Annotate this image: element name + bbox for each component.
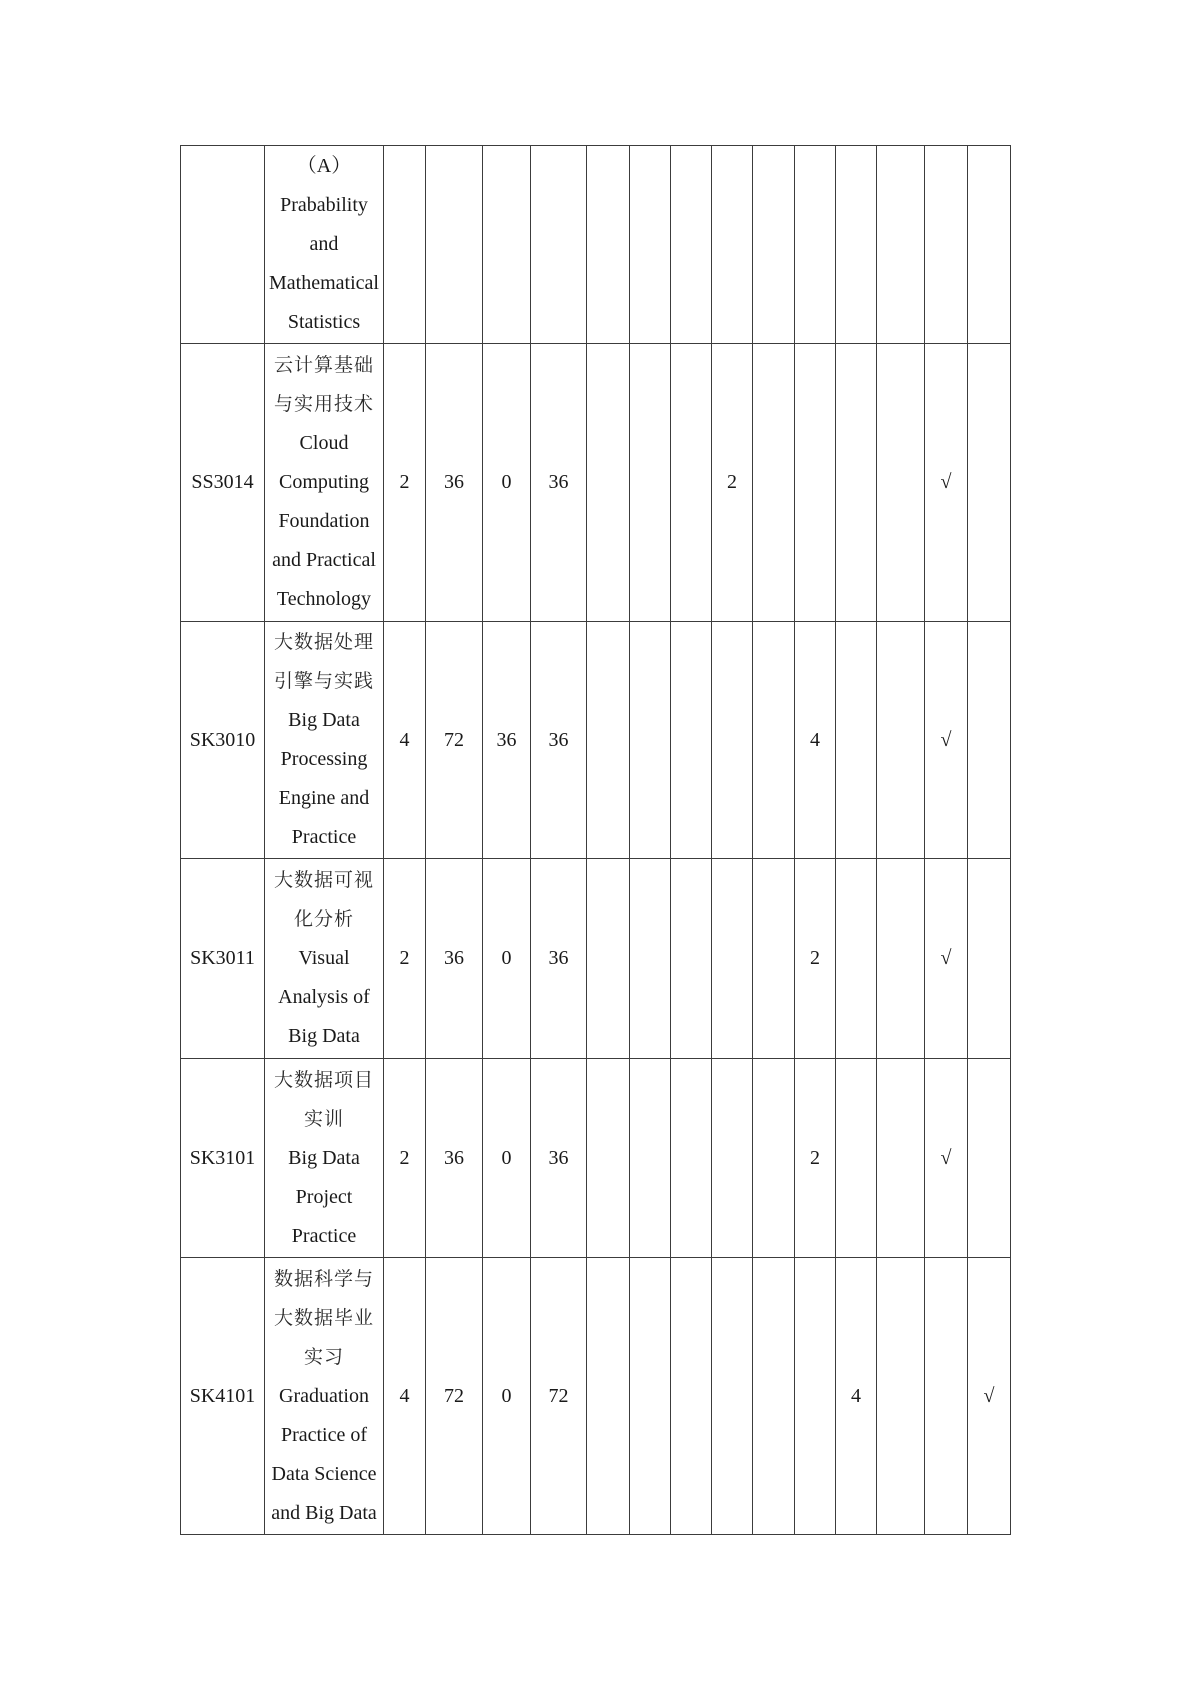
semester-hours-cell	[753, 1258, 795, 1535]
course-name-cell	[265, 622, 384, 859]
check-mark-cell: √	[925, 622, 968, 859]
course-name-line: and Big Data	[271, 1501, 377, 1524]
check-mark-cell: √	[925, 1059, 968, 1258]
semester-hours-cell: 4	[836, 1258, 877, 1535]
course-code-cell: SK3101	[181, 1059, 265, 1258]
course-name-line: Statistics	[287, 311, 361, 333]
semester-hours-cell	[712, 1258, 753, 1535]
table-row	[181, 622, 1011, 859]
semester-hours-cell	[671, 622, 712, 859]
theory-hours-cell: 72	[531, 1258, 587, 1535]
theory-hours-cell: 36	[531, 859, 587, 1059]
semester-hours-cell	[587, 146, 630, 344]
semester-hours-cell	[587, 622, 630, 859]
credits-cell: 2	[384, 344, 426, 622]
practice-hours-cell: 0	[483, 1059, 531, 1258]
practice-hours-cell: 36	[483, 622, 531, 859]
course-name-line: 实习	[303, 1345, 344, 1368]
semester-hours-cell: 2	[795, 1059, 836, 1258]
semester-hours-cell	[795, 1258, 836, 1535]
course-name-line: Analysis of	[278, 986, 370, 1008]
total-hours-cell	[426, 146, 483, 344]
course-name-line: Big Data	[288, 1146, 360, 1169]
semester-hours-cell	[753, 859, 795, 1059]
course-name-line: 大数据处理	[273, 631, 374, 653]
semester-hours-cell	[712, 146, 753, 344]
course-name-line: 数据科学与	[273, 1267, 374, 1290]
semester-hours-cell	[671, 1258, 712, 1535]
practice-hours-cell	[483, 146, 531, 344]
theory-hours-cell: 36	[531, 1059, 587, 1258]
course-name-line: 大数据可视	[273, 869, 374, 891]
course-name-line: （A）	[296, 155, 352, 177]
total-hours-cell: 72	[426, 1258, 483, 1535]
semester-hours-cell	[753, 622, 795, 859]
course-name-cell	[265, 1258, 384, 1535]
check-mark-cell	[968, 622, 1011, 859]
semester-hours-cell	[587, 1258, 630, 1535]
semester-hours-cell	[753, 146, 795, 344]
total-hours-cell: 36	[426, 344, 483, 622]
course-code-cell: SK3010	[181, 622, 265, 859]
check-mark-cell	[925, 146, 968, 344]
credits-cell: 2	[384, 859, 426, 1059]
credits-cell	[384, 146, 426, 344]
semester-hours-cell	[712, 622, 753, 859]
total-hours-cell: 36	[426, 859, 483, 1059]
course-name-line: Computing	[278, 471, 369, 493]
semester-hours-cell	[877, 344, 925, 622]
check-mark-cell	[925, 1258, 968, 1535]
course-name-line: and	[309, 233, 339, 255]
practice-hours-cell: 0	[483, 1258, 531, 1535]
course-name-line: 大数据项目	[273, 1068, 374, 1091]
course-name-line: 大数据毕业	[273, 1306, 374, 1329]
table-row	[181, 146, 1011, 344]
credits-cell: 4	[384, 622, 426, 859]
course-name-line: Big Data	[288, 709, 360, 731]
check-mark-cell	[968, 1059, 1011, 1258]
semester-hours-cell	[671, 344, 712, 622]
semester-hours-cell	[630, 622, 671, 859]
course-name-line: Technology	[276, 588, 372, 610]
course-name-cell	[265, 146, 384, 344]
practice-hours-cell: 0	[483, 859, 531, 1059]
total-hours-cell: 36	[426, 1059, 483, 1258]
course-name-line: Practice	[291, 1224, 357, 1247]
semester-hours-cell	[671, 1059, 712, 1258]
semester-hours-cell	[587, 344, 630, 622]
semester-hours-cell	[877, 859, 925, 1059]
theory-hours-cell: 36	[531, 344, 587, 622]
course-name-cell	[265, 344, 384, 622]
course-name-line: Foundation	[278, 510, 370, 532]
semester-hours-cell	[836, 344, 877, 622]
course-name-cell	[265, 859, 384, 1059]
semester-hours-cell	[587, 1059, 630, 1258]
semester-hours-cell	[877, 622, 925, 859]
semester-hours-cell	[753, 1059, 795, 1258]
table-body	[181, 146, 1011, 1535]
theory-hours-cell: 36	[531, 622, 587, 859]
course-name-line: Data Science	[271, 1462, 377, 1485]
semester-hours-cell	[836, 622, 877, 859]
course-name-line: Project	[295, 1185, 353, 1208]
course-code-cell: SK4101	[181, 1258, 265, 1535]
course-name-line: Mathematical	[269, 272, 379, 294]
course-name-line: Visual	[298, 947, 350, 969]
table-row	[181, 344, 1011, 622]
check-mark-cell	[968, 146, 1011, 344]
semester-hours-cell	[630, 1059, 671, 1258]
semester-hours-cell	[671, 146, 712, 344]
semester-hours-cell	[795, 344, 836, 622]
course-name-line: Practice	[291, 826, 357, 848]
total-hours-cell: 72	[426, 622, 483, 859]
course-name-line: Big Data	[288, 1025, 360, 1047]
semester-hours-cell	[836, 1059, 877, 1258]
check-mark-cell: √	[925, 859, 968, 1059]
semester-hours-cell: 2	[795, 859, 836, 1059]
course-code-cell: SS3014	[181, 344, 265, 622]
table-row	[181, 859, 1011, 1059]
semester-hours-cell	[795, 146, 836, 344]
credits-cell: 4	[384, 1258, 426, 1535]
semester-hours-cell: 2	[712, 344, 753, 622]
course-name-line: 实训	[303, 1107, 344, 1130]
check-mark-cell: √	[925, 344, 968, 622]
check-mark-cell	[968, 859, 1011, 1059]
course-name-line: Engine and	[278, 787, 370, 809]
course-name-line: 引擎与实践	[273, 670, 374, 692]
theory-hours-cell	[531, 146, 587, 344]
semester-hours-cell	[753, 344, 795, 622]
semester-hours-cell	[630, 1258, 671, 1535]
table-row	[181, 1059, 1011, 1258]
credits-cell: 2	[384, 1059, 426, 1258]
course-name-line: 云计算基础	[273, 354, 374, 376]
semester-hours-cell	[836, 859, 877, 1059]
course-code-cell	[181, 146, 265, 344]
semester-hours-cell	[630, 344, 671, 622]
semester-hours-cell	[836, 146, 877, 344]
semester-hours-cell	[877, 146, 925, 344]
course-name-line: Cloud	[299, 432, 349, 454]
semester-hours-cell	[712, 1059, 753, 1258]
semester-hours-cell	[877, 1059, 925, 1258]
course-name-cell	[265, 1059, 384, 1258]
course-code-cell: SK3011	[181, 859, 265, 1059]
course-name-line: 与实用技术	[273, 393, 374, 415]
table-row	[181, 1258, 1011, 1535]
course-name-line: and Practical	[272, 549, 376, 571]
check-mark-cell	[968, 344, 1011, 622]
course-name-line: Processing	[280, 748, 368, 770]
course-table	[180, 145, 1011, 1535]
semester-hours-cell	[877, 1258, 925, 1535]
semester-hours-cell	[712, 859, 753, 1059]
practice-hours-cell: 0	[483, 344, 531, 622]
semester-hours-cell: 4	[795, 622, 836, 859]
course-name-line: Prabability	[280, 194, 368, 216]
semester-hours-cell	[630, 859, 671, 1059]
semester-hours-cell	[630, 146, 671, 344]
semester-hours-cell	[671, 859, 712, 1059]
check-mark-cell: √	[968, 1258, 1011, 1535]
course-name-line: Practice of	[280, 1423, 368, 1446]
semester-hours-cell	[587, 859, 630, 1059]
course-name-line: Graduation	[279, 1384, 369, 1407]
course-name-line: 化分析	[293, 908, 354, 930]
